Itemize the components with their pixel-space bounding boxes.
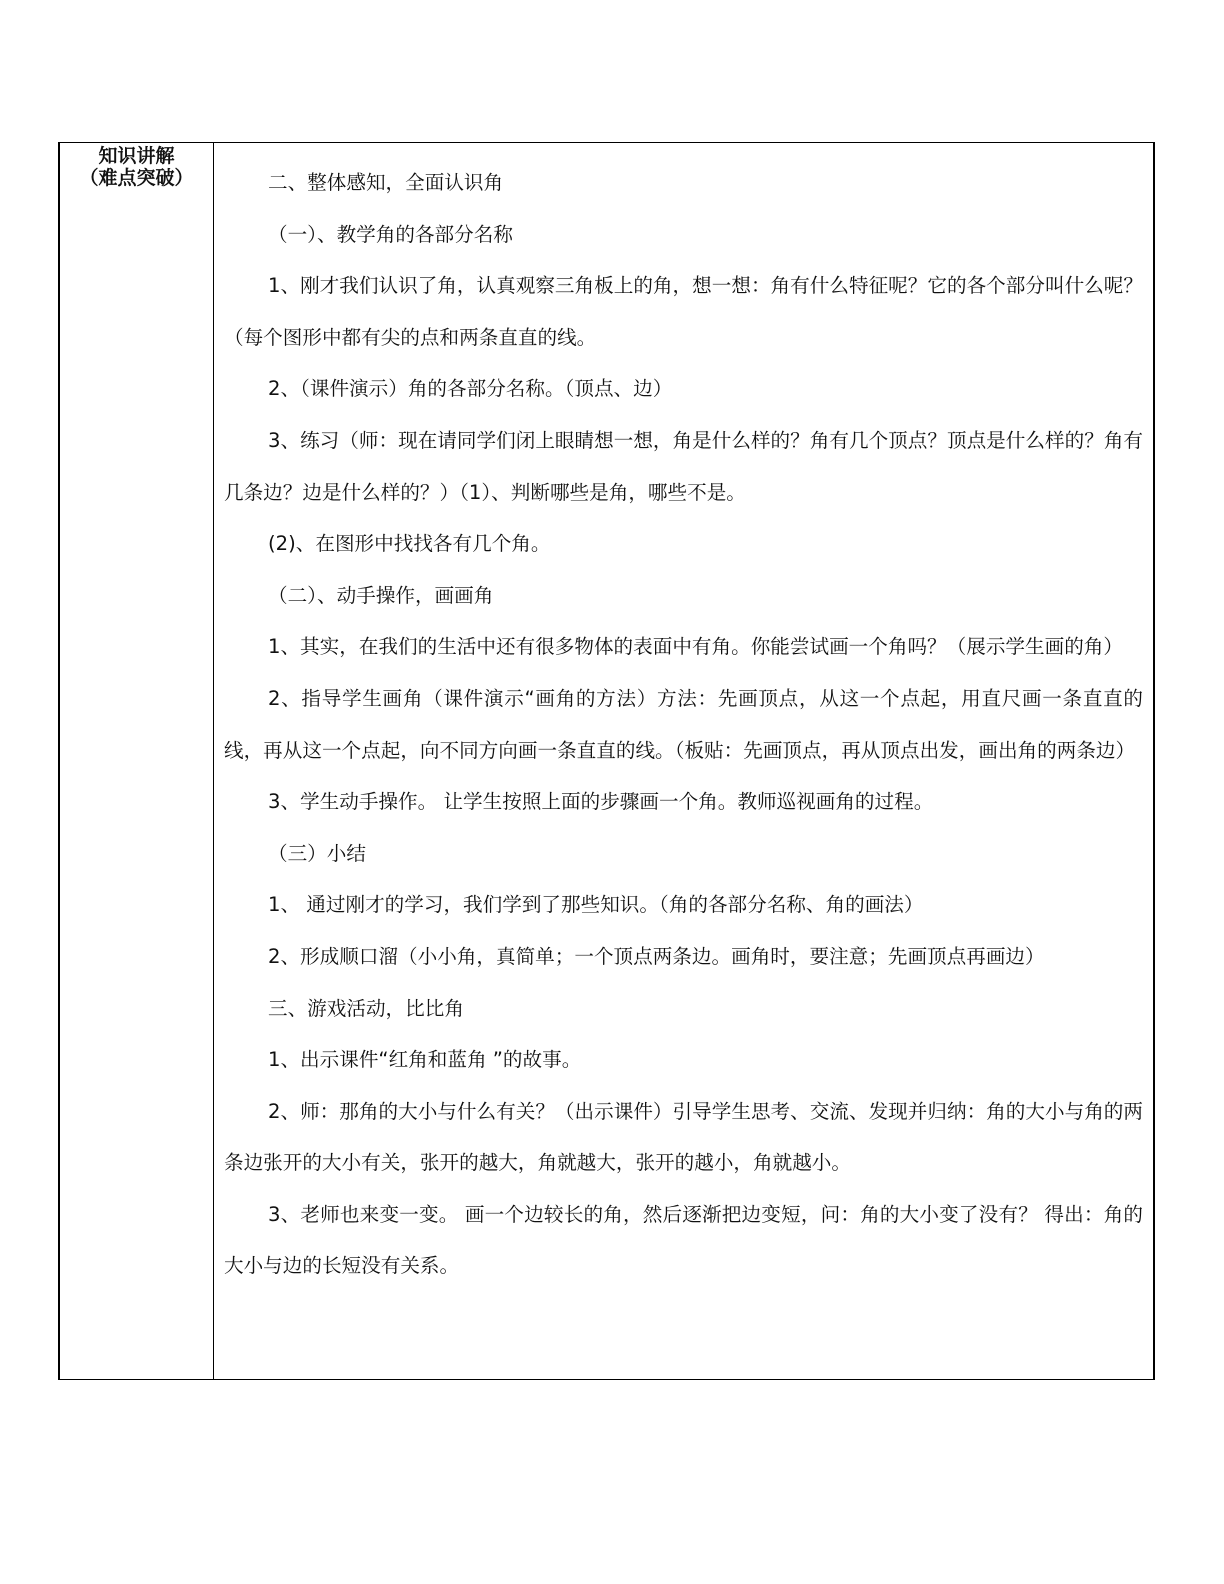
- paragraph: 2、指导学生画角（课件演示“画角的方法）方法：先画顶点，从这一个点起，用直尺画一条直直的线，再从这一个点起，向不同方向画一条直直的线。（板贴：先画顶点，再从顶点出发，画出角的两条边）: [224, 686, 1143, 762]
- section-label-line2: （难点突破）: [79, 167, 194, 189]
- paragraph: 3、练习（师：现在请同学们闭上眼睛想一想，角是什么样的？角有几个顶点？顶点是什么样的？角有几条边？边是什么样的？）（1）、判断哪些是角，哪些不是。: [224, 428, 1143, 504]
- section-heading: 三、游戏活动，比比角: [268, 996, 464, 1020]
- sub-heading: （三）小结: [268, 841, 366, 865]
- paragraph: 1、 通过刚才的学习，我们学到了那些知识。（角的各部分名称、角的画法）: [268, 893, 924, 917]
- paragraph: 1、出示课件“红角和蓝角 ”的故事。: [268, 1048, 582, 1072]
- paragraph: 2、师：那角的大小与什么有关？（出示课件）引导学生思考、交流、发现并归纳：角的大小与角的两条边张开的大小有关，张开的越大，角就越大，张开的越小，角就越小。: [224, 1099, 1143, 1175]
- section-label-cell: [59, 143, 214, 1380]
- lesson-plan-table: [58, 142, 1155, 1380]
- paragraph: 3、学生动手操作。 让学生按照上面的步骤画一个角。教师巡视画角的过程。: [268, 790, 934, 814]
- paragraph: 1、刚才我们认识了角，认真观察三角板上的角，想一想：角有什么特征呢？它的各个部分叫什么呢？（每个图形中都有尖的点和两条直直的线。: [224, 274, 1143, 349]
- sub-heading: （一）、教学角的各部分名称: [268, 222, 513, 246]
- content-cell: [214, 143, 1155, 1380]
- lesson-content: [214, 143, 1153, 1292]
- paragraph: (2)、在图形中找找各有几个角。: [268, 532, 551, 556]
- section-label-line1: 知识讲解: [98, 145, 175, 167]
- section-heading: 二、整体感知，全面认识角: [268, 171, 504, 194]
- paragraph: 1、其实，在我们的生活中还有很多物体的表面中有角。你能尝试画一个角吗？（展示学生画的角）: [268, 635, 1123, 659]
- section-label: [60, 143, 213, 189]
- table-row: [59, 143, 1154, 1380]
- sub-heading: （二）、动手操作，画画角: [268, 583, 494, 607]
- paragraph: 2、形成顺口溜（小小角，真简单；一个顶点两条边。画角时，要注意；先画顶点再画边）: [268, 944, 1045, 968]
- paragraph: 2、（课件演示）角的各部分名称。（顶点、边）: [268, 377, 673, 401]
- paragraph: 3、老师也来变一变。 画一个边较长的角，然后逐渐把边变短，问：角的大小变了没有？ 得出：角的大小与边的长短没有关系。: [224, 1202, 1143, 1278]
